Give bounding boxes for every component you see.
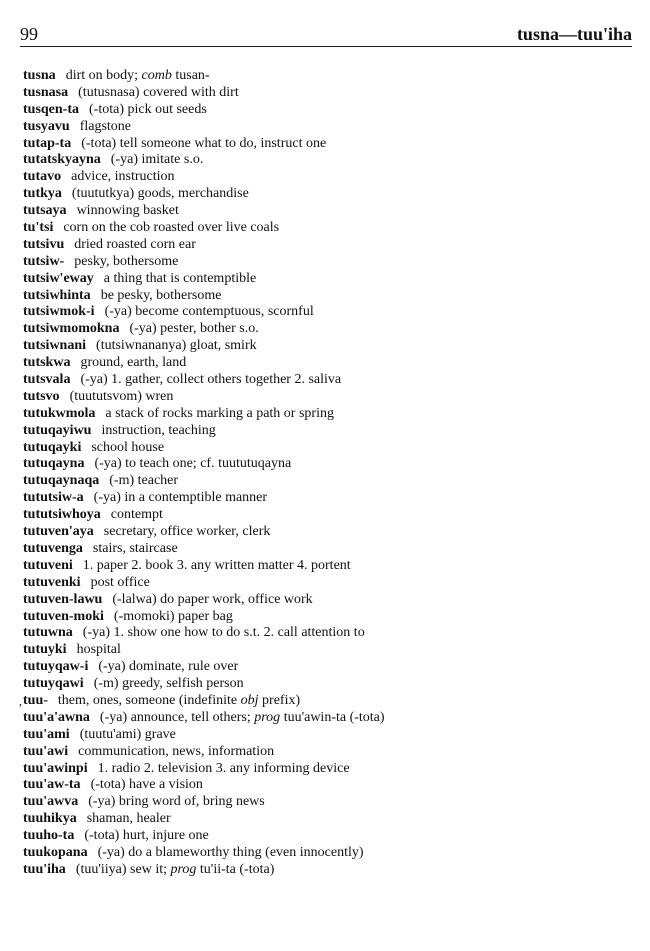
definition xyxy=(66,68,210,83)
dictionary-entries xyxy=(19,68,633,879)
definition-text: dried roasted corn ear xyxy=(74,236,196,252)
headword: tusna xyxy=(23,68,56,83)
definition-text: 1. radio 2. television 3. any informing device xyxy=(97,760,350,776)
dictionary-entry xyxy=(23,609,633,626)
headword: tutsiwhinta xyxy=(23,287,91,303)
definition xyxy=(80,355,186,370)
headword: tutsiwnani xyxy=(23,338,87,354)
running-head: tusna—tuu'iha xyxy=(516,24,632,44)
grammar-abbreviation: comb xyxy=(141,68,172,83)
headword: tutsvala xyxy=(23,372,71,388)
definition xyxy=(94,490,267,505)
definition-text: dirt on body; xyxy=(65,68,142,83)
headword: tuu'aw-ta xyxy=(23,777,81,793)
headword: tuuho-ta xyxy=(23,828,75,844)
headword: tutuqayna xyxy=(23,456,85,472)
definition-text: (-ya) in a contemptible manner xyxy=(93,490,268,506)
definition xyxy=(93,541,178,556)
definition-text: tuu'awin-ta (-tota) xyxy=(280,709,385,725)
definition-text: winnowing basket xyxy=(76,203,179,219)
definition xyxy=(91,777,203,792)
dictionary-entry xyxy=(23,507,633,524)
definition xyxy=(78,85,239,100)
headword: tutsiw'eway xyxy=(23,270,94,286)
headword: tuu'iha xyxy=(23,861,66,877)
definition xyxy=(76,862,275,877)
definition-text: (-m) teacher xyxy=(109,473,179,489)
dictionary-entry xyxy=(23,423,633,440)
headword: tuuhikya xyxy=(23,811,77,827)
dictionary-entry xyxy=(23,288,633,305)
definition xyxy=(70,389,174,404)
definition-text: (-ya) to teach one; cf. tuututuqayna xyxy=(94,456,292,472)
definition xyxy=(77,203,179,218)
definition xyxy=(98,659,238,674)
dictionary-entry xyxy=(23,524,633,541)
headword: tuu'a'awna xyxy=(23,709,90,725)
definition xyxy=(114,609,233,624)
definition xyxy=(112,592,312,607)
definition-text: hospital xyxy=(76,642,121,658)
headword: tutsvo xyxy=(23,388,60,404)
dictionary-entry xyxy=(23,777,633,794)
dictionary-entry xyxy=(23,271,633,288)
definition-text: tu'ii-ta (-tota) xyxy=(196,861,275,877)
definition-text: (-tota) have a vision xyxy=(90,777,203,793)
headword: tusyavu xyxy=(23,118,70,134)
definition xyxy=(78,744,274,759)
definition xyxy=(91,575,150,590)
dictionary-entry xyxy=(23,169,633,186)
headword: tu'tsi xyxy=(23,220,54,236)
definition-text: school house xyxy=(91,439,165,455)
page-number: 99 xyxy=(20,24,38,44)
dictionary-entry xyxy=(23,456,633,473)
headword: tutsiwmomokna xyxy=(23,321,120,337)
headword: tuu'awva xyxy=(23,794,79,810)
definition-text: (-tota) pick out seeds xyxy=(89,101,207,117)
dictionary-entry xyxy=(23,119,633,136)
dictionary-entry xyxy=(23,102,633,119)
definition xyxy=(98,845,364,860)
definition-text: (-ya) pester, bother s.o. xyxy=(129,321,259,337)
definition-text: (-ya) announce, tell others; xyxy=(99,709,255,725)
headword: tutuwna xyxy=(23,625,73,641)
definition xyxy=(72,186,249,201)
headword: tutuven'aya xyxy=(23,524,94,540)
definition xyxy=(83,625,365,640)
dictionary-entry xyxy=(23,338,633,355)
headword: tutuven-moki xyxy=(23,608,104,624)
definition-text: (-ya) 1. gather, collect others together 2. saliva xyxy=(80,372,342,388)
dictionary-entry xyxy=(23,862,633,879)
definition xyxy=(91,440,164,455)
definition-text: instruction, teaching xyxy=(101,422,216,438)
definition-text: (-momoki) paper bag xyxy=(113,608,233,624)
dictionary-entry xyxy=(23,372,633,389)
definition-text: post office xyxy=(90,574,150,590)
definition xyxy=(94,676,244,691)
headword: tutuqayki xyxy=(23,439,82,455)
definition xyxy=(104,271,256,286)
definition xyxy=(80,727,176,742)
definition-text: (-ya) do a blameworthy thing (even innocently) xyxy=(97,844,364,860)
definition-text: (-lalwa) do paper work, office work xyxy=(112,591,313,607)
dictionary-entry xyxy=(23,625,633,642)
headword: tutap-ta xyxy=(23,135,72,151)
dictionary-entry xyxy=(23,541,633,558)
definition-text: (tuututkya) goods, merchandise xyxy=(71,186,249,202)
headword: tutuveni xyxy=(23,557,73,573)
headword: tutskwa xyxy=(23,355,71,371)
dictionary-entry xyxy=(23,828,633,845)
definition-text: a thing that is contemptible xyxy=(103,270,257,286)
headword: tutuyki xyxy=(23,642,67,658)
definition-text: (tuututsvom) wren xyxy=(69,388,174,404)
dictionary-entry xyxy=(23,659,633,676)
dictionary-entry xyxy=(19,692,633,710)
definition xyxy=(80,119,131,134)
dictionary-entry xyxy=(23,761,633,778)
definition-text: corn on the cob roasted over live coals xyxy=(63,220,280,236)
headword: tuu- xyxy=(23,692,48,708)
definition xyxy=(105,304,314,319)
headword: tutuven-lawu xyxy=(23,591,103,607)
definition xyxy=(83,558,351,573)
definition-text: be pesky, bothersome xyxy=(100,287,222,303)
definition-text: (-tota) hurt, injure one xyxy=(84,828,209,844)
definition xyxy=(98,761,350,776)
headword: tutsiw- xyxy=(23,253,65,269)
definition xyxy=(96,338,257,353)
dictionary-entry xyxy=(23,237,633,254)
dictionary-entry xyxy=(23,220,633,237)
dictionary-entry xyxy=(23,321,633,338)
definition xyxy=(101,423,215,438)
headword: tuu'awi xyxy=(23,743,69,759)
definition-text: (-tota) tell someone what to do, instruct one xyxy=(81,135,327,151)
definition-text: (-ya) dominate, rule over xyxy=(98,659,239,675)
headword: tutuqaynaqa xyxy=(23,473,100,489)
definition xyxy=(87,811,171,826)
dictionary-entry xyxy=(23,592,633,609)
definition-text: a stack of rocks marking a path or spring xyxy=(105,405,334,421)
dictionary-entry xyxy=(23,710,633,727)
definition-text: flagstone xyxy=(79,118,132,134)
definition-text: contempt xyxy=(110,507,163,523)
definition xyxy=(89,102,207,117)
headword: tututsiwhoya xyxy=(23,507,101,523)
dictionary-entry xyxy=(23,558,633,575)
headword: tutatskyayna xyxy=(23,152,101,168)
definition-text: them, ones, someone (indefinite xyxy=(57,692,241,708)
definition xyxy=(58,693,300,708)
definition xyxy=(109,473,178,488)
headword: tuu'ami xyxy=(23,726,70,742)
definition-text: communication, news, information xyxy=(78,743,275,759)
definition xyxy=(80,372,341,387)
dictionary-entry xyxy=(23,744,633,761)
dictionary-entry xyxy=(23,811,633,828)
definition-text: secretary, office worker, clerk xyxy=(103,524,271,540)
dictionary-entry xyxy=(23,304,633,321)
headword: tutukwmola xyxy=(23,405,96,421)
grammar-abbreviation: prog xyxy=(254,709,281,725)
definition-text: ground, earth, land xyxy=(80,355,187,371)
definition-text: (tuutu'ami) grave xyxy=(79,726,176,742)
definition xyxy=(104,524,271,539)
definition-text: (-ya) 1. show one how to do s.t. 2. call attention to xyxy=(82,625,365,641)
grammar-abbreviation: obj xyxy=(240,692,259,708)
definition-text: prefix) xyxy=(258,692,301,708)
headword: tutuyqaw-i xyxy=(23,659,89,675)
definition xyxy=(63,220,279,235)
dictionary-entry xyxy=(23,794,633,811)
headword: tutuqayiwu xyxy=(23,422,92,438)
definition-text: (-ya) become contemptuous, scornful xyxy=(104,304,314,320)
headword: tutsiwmok-i xyxy=(23,304,95,320)
definition xyxy=(74,237,196,252)
definition-text: stairs, staircase xyxy=(92,540,178,556)
definition-text: 1. paper 2. book 3. any written matter 4. portent xyxy=(82,557,351,573)
dictionary-entry xyxy=(23,355,633,372)
definition xyxy=(71,169,174,184)
dictionary-entry xyxy=(23,845,633,862)
definition-text: advice, instruction xyxy=(71,169,175,185)
definition-text: (tutusnasa) covered with dirt xyxy=(78,84,239,100)
dictionary-entry xyxy=(23,85,633,102)
headword: tutavo xyxy=(23,169,62,185)
dictionary-entry xyxy=(23,676,633,693)
headword: tutuvenki xyxy=(23,574,81,590)
definition xyxy=(88,794,265,809)
definition xyxy=(74,254,178,269)
dictionary-entry xyxy=(23,203,633,220)
headword: tutsivu xyxy=(23,236,65,252)
definition-text: (-ya) bring word of, bring news xyxy=(88,794,265,810)
dictionary-entry xyxy=(23,68,633,85)
headword: tutkya xyxy=(23,186,62,202)
definition-text: (tutsiwnananya) gloat, smirk xyxy=(96,338,257,354)
dictionary-entry xyxy=(23,473,633,490)
headword: tuu'awinpi xyxy=(23,760,88,776)
definition xyxy=(84,828,208,843)
dictionary-entry xyxy=(23,152,633,169)
dictionary-entry xyxy=(23,136,633,153)
definition-text: (tuu'iiya) sew it; xyxy=(75,861,171,877)
definition xyxy=(111,152,204,167)
dictionary-entry xyxy=(23,642,633,659)
headword: tutuvenga xyxy=(23,540,83,556)
definition xyxy=(105,406,334,421)
definition-text: (-m) greedy, selfish person xyxy=(93,676,244,692)
definition-text: tusan- xyxy=(171,68,210,83)
definition xyxy=(101,288,222,303)
headword: tutsaya xyxy=(23,203,67,219)
dictionary-entry xyxy=(23,575,633,592)
headword: tuukopana xyxy=(23,844,88,860)
definition-text: (-ya) imitate s.o. xyxy=(110,152,204,168)
headword: tusnasa xyxy=(23,84,69,100)
headword: tusqen-ta xyxy=(23,101,80,117)
dictionary-entry xyxy=(23,440,633,457)
dictionary-entry xyxy=(23,254,633,271)
dictionary-entry xyxy=(23,389,633,406)
margin-mark: , xyxy=(19,693,22,708)
headword: tututsiw-a xyxy=(23,490,84,506)
definition xyxy=(129,321,258,336)
definition xyxy=(111,507,163,522)
definition xyxy=(77,642,121,657)
grammar-abbreviation: prog xyxy=(170,861,197,877)
dictionary-entry xyxy=(23,186,633,203)
dictionary-entry xyxy=(23,490,633,507)
definition-text: pesky, bothersome xyxy=(74,253,179,269)
dictionary-entry xyxy=(23,727,633,744)
headword: tutuyqawi xyxy=(23,676,84,692)
dictionary-entry xyxy=(23,406,633,423)
definition xyxy=(94,456,291,471)
definition xyxy=(100,710,385,725)
definition-text: shaman, healer xyxy=(86,811,171,827)
page-header xyxy=(20,22,632,47)
definition xyxy=(81,136,326,151)
